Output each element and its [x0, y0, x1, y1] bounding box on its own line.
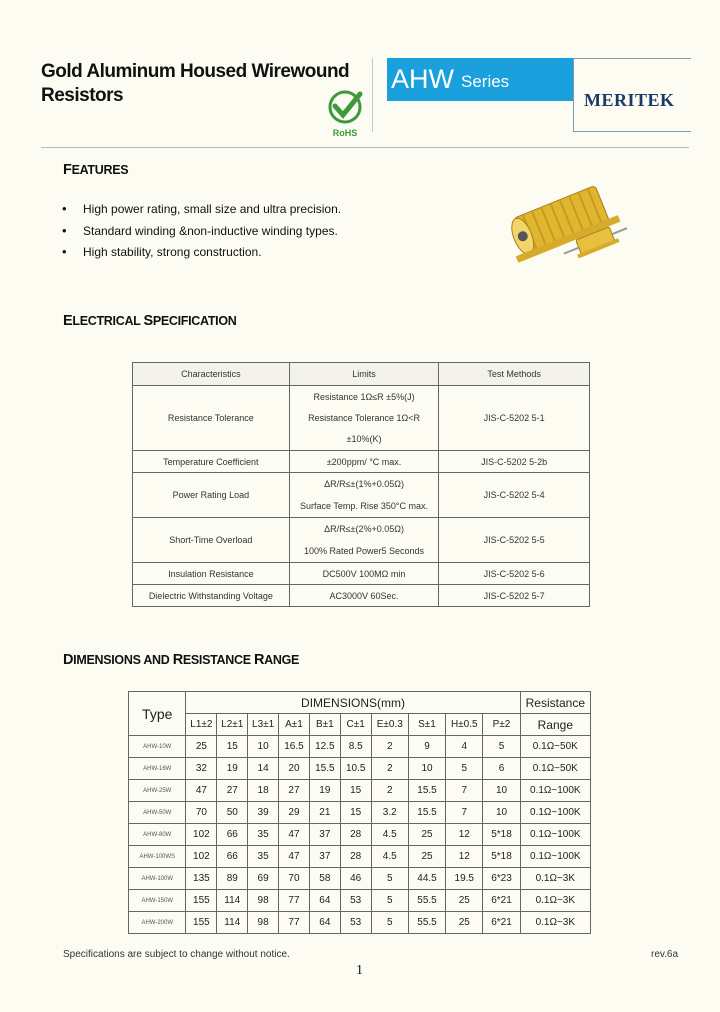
dimension-cell: 64	[309, 912, 340, 934]
dimension-cell: 35	[248, 846, 279, 868]
dimension-cell: 15	[340, 802, 371, 824]
series-word: Series	[461, 72, 510, 91]
table-row	[129, 802, 591, 824]
column-header: B±1	[309, 714, 340, 736]
dimension-cell: 53	[340, 890, 371, 912]
dimension-cell: 5*18	[483, 824, 520, 846]
dimension-cell: 64	[309, 890, 340, 912]
dimension-cell: 10	[408, 758, 445, 780]
column-header: E±0.3	[371, 714, 408, 736]
dimension-cell: 3.2	[371, 802, 408, 824]
type-cell: AHW-100W	[129, 868, 186, 890]
dimension-cell: 28	[340, 846, 371, 868]
dimension-cell: 19	[217, 758, 248, 780]
dimension-cell: 6*23	[483, 868, 520, 890]
divider	[573, 58, 574, 132]
dimension-cell: 5	[483, 736, 520, 758]
table-row	[129, 736, 591, 758]
column-header: L1±2	[186, 714, 217, 736]
range-cell: 0.1Ω~50K	[520, 736, 590, 758]
dimension-cell: 155	[186, 912, 217, 934]
dimension-cell: 37	[309, 824, 340, 846]
dimension-cell: 66	[217, 824, 248, 846]
resistance-header: Resistance	[520, 692, 590, 714]
dimension-cell: 15.5	[408, 802, 445, 824]
dimension-cell: 70	[186, 802, 217, 824]
dimension-cell: 10.5	[340, 758, 371, 780]
divider	[573, 131, 691, 132]
type-cell: AHW-16W	[129, 758, 186, 780]
range-cell: 0.1Ω~100K	[520, 846, 590, 868]
list-item: • High power rating, small size and ultra precision.	[62, 202, 341, 224]
dimension-cell: 35	[248, 824, 279, 846]
dimension-cell: 19	[309, 780, 340, 802]
dimension-cell: 5	[371, 912, 408, 934]
rohs-label: RoHS	[332, 128, 358, 138]
brand-logo: MERITEK	[584, 90, 675, 110]
electrical-spec-table	[132, 362, 590, 607]
title-line-1: Gold Aluminum Housed Wirewound	[41, 61, 350, 82]
dimension-cell: 25	[408, 824, 445, 846]
table-row	[129, 846, 591, 868]
divider	[573, 58, 691, 59]
footer-note: Specifications are subject to change without notice.	[63, 949, 290, 960]
divider	[372, 58, 373, 132]
dimension-cell: 9	[408, 736, 445, 758]
dimension-cell: 55.5	[408, 912, 445, 934]
list-item: • Standard winding &non-inductive winding types.	[62, 224, 341, 246]
dimension-cell: 5	[371, 890, 408, 912]
dimension-cell: 25	[446, 890, 483, 912]
table-row	[129, 824, 591, 846]
resistor-product-image	[498, 162, 630, 274]
dimension-cell: 6	[483, 758, 520, 780]
dimension-cell: 69	[248, 868, 279, 890]
dimension-cell: 12	[446, 824, 483, 846]
list-item: • High stability, strong construction.	[62, 245, 341, 267]
dimension-cell: 4.5	[371, 824, 408, 846]
dimension-cell: 12.5	[309, 736, 340, 758]
revision: rev.6a	[651, 949, 679, 960]
dimension-cell: 27	[279, 780, 310, 802]
type-cell: AHW-25W	[129, 780, 186, 802]
dimension-cell: 14	[248, 758, 279, 780]
dimension-cell: 6*21	[483, 890, 520, 912]
range-cell: 0.1Ω~3K	[520, 912, 590, 934]
column-header: A±1	[279, 714, 310, 736]
range-cell: 0.1Ω~3K	[520, 868, 590, 890]
dimension-cell: 7	[446, 780, 483, 802]
table-row: Temperature Coefficient ±200ppm/ °C max. JIS-C-5202 5-2b	[133, 451, 590, 473]
range-cell: 0.1Ω~100K	[520, 824, 590, 846]
type-header: Type	[129, 692, 186, 736]
table-row	[129, 758, 591, 780]
dimension-cell: 53	[340, 912, 371, 934]
dimension-cell: 29	[279, 802, 310, 824]
table-row	[129, 868, 591, 890]
column-header: P±2	[483, 714, 520, 736]
table-row: Power Rating Load ΔR/R≤±(1%+0.05Ω) Surface Temp. Rise 350°C max. JIS-C-5202 5-4	[133, 473, 590, 518]
dimension-cell: 114	[217, 890, 248, 912]
dimension-cell: 47	[279, 824, 310, 846]
dimension-cell: 10	[483, 802, 520, 824]
dimension-cell: 2	[371, 736, 408, 758]
range-cell: 0.1Ω~100K	[520, 780, 590, 802]
dimension-cell: 89	[217, 868, 248, 890]
dimension-cell: 5	[371, 868, 408, 890]
dimension-cell: 4.5	[371, 846, 408, 868]
table-row: Dielectric Withstanding Voltage AC3000V 60Sec. JIS-C-5202 5-7	[133, 585, 590, 607]
dimension-cell: 25	[446, 912, 483, 934]
title-line-2: Resistors	[41, 85, 124, 106]
dimension-cell: 32	[186, 758, 217, 780]
dimension-cell: 39	[248, 802, 279, 824]
dimension-cell: 15	[217, 736, 248, 758]
dimension-cell: 15.5	[309, 758, 340, 780]
dimension-cell: 15.5	[408, 780, 445, 802]
dimension-cell: 2	[371, 758, 408, 780]
dimension-cell: 18	[248, 780, 279, 802]
type-cell: AHW-80W	[129, 824, 186, 846]
dimension-cell: 21	[309, 802, 340, 824]
dimension-cell: 5*18	[483, 846, 520, 868]
dimension-cell: 15	[340, 780, 371, 802]
dimension-cell: 5	[446, 758, 483, 780]
column-header: Characteristics	[133, 363, 290, 386]
dimension-cell: 98	[248, 912, 279, 934]
dimension-cell: 10	[248, 736, 279, 758]
column-header: L2±1	[217, 714, 248, 736]
dimension-cell: 102	[186, 824, 217, 846]
type-cell: AHW-50W	[129, 802, 186, 824]
dimension-cell: 47	[186, 780, 217, 802]
dimension-cell: 6*21	[483, 912, 520, 934]
dimension-cell: 8.5	[340, 736, 371, 758]
dimension-cell: 2	[371, 780, 408, 802]
rohs-logo	[322, 88, 368, 140]
page-number: 1	[356, 963, 363, 978]
dimension-cell: 66	[217, 846, 248, 868]
column-header: L3±1	[248, 714, 279, 736]
column-header: H±0.5	[446, 714, 483, 736]
column-header: Limits	[289, 363, 439, 386]
dimension-cell: 28	[340, 824, 371, 846]
table-row: Insulation Resistance DC500V 100MΩ min JIS-C-5202 5-6	[133, 563, 590, 585]
table-header-row	[133, 363, 590, 386]
dimension-cell: 47	[279, 846, 310, 868]
dimension-cell: 77	[279, 912, 310, 934]
series-code: AHW	[391, 64, 454, 94]
features-heading: FEATURES	[63, 162, 129, 178]
dimensions-table	[128, 691, 591, 934]
table-row	[129, 780, 591, 802]
dimension-cell: 114	[217, 912, 248, 934]
dimension-cell: 27	[217, 780, 248, 802]
header-separator	[41, 147, 689, 148]
dimension-cell: 98	[248, 890, 279, 912]
range-cell: 0.1Ω~50K	[520, 758, 590, 780]
dimension-cell: 44.5	[408, 868, 445, 890]
dimension-cell: 10	[483, 780, 520, 802]
dimension-cell: 4	[446, 736, 483, 758]
dimension-cell: 37	[309, 846, 340, 868]
type-cell: AHW-150W	[129, 890, 186, 912]
dimension-cell: 70	[279, 868, 310, 890]
dimension-cell: 77	[279, 890, 310, 912]
table-row: Resistance Tolerance Resistance 1Ω≤R ±5%(J) Resistance Tolerance 1Ω<R ±10%(K) JIS-C-5202 5-1	[133, 386, 590, 451]
dimension-cell: 55.5	[408, 890, 445, 912]
electrical-heading: ELECTRICAL SPECIFICATION	[63, 313, 237, 329]
table-header-row	[129, 692, 591, 714]
range-cell: 0.1Ω~100K	[520, 802, 590, 824]
dimension-cell: 155	[186, 890, 217, 912]
series-badge	[387, 58, 573, 101]
dimension-cell: 16.5	[279, 736, 310, 758]
features-list	[62, 202, 341, 267]
resistance-header: Range	[520, 714, 590, 736]
type-cell: AHW-200W	[129, 912, 186, 934]
table-row	[129, 890, 591, 912]
table-header-row	[129, 714, 591, 736]
dimensions-heading: DIMENSIONS AND RESISTANCE RANGE	[63, 652, 300, 668]
dimension-cell: 135	[186, 868, 217, 890]
table-row: Short-Time Overload ΔR/R≤±(2%+0.05Ω) 100% Rated Power5 Seconds JIS-C-5202 5-5	[133, 518, 590, 563]
dimension-cell: 19.5	[446, 868, 483, 890]
range-cell: 0.1Ω~3K	[520, 890, 590, 912]
dimension-cell: 50	[217, 802, 248, 824]
dimensions-header: DIMENSIONS(mm)	[186, 692, 520, 714]
dimension-cell: 20	[279, 758, 310, 780]
type-cell: AHW-10W	[129, 736, 186, 758]
dimension-cell: 25	[186, 736, 217, 758]
column-header: C±1	[340, 714, 371, 736]
type-cell: AHW-100WS	[129, 846, 186, 868]
column-header: Test Methods	[439, 363, 590, 386]
dimension-cell: 7	[446, 802, 483, 824]
dimension-cell: 58	[309, 868, 340, 890]
table-row	[129, 912, 591, 934]
dimension-cell: 25	[408, 846, 445, 868]
dimension-cell: 12	[446, 846, 483, 868]
column-header: S±1	[408, 714, 445, 736]
dimension-cell: 46	[340, 868, 371, 890]
dimension-cell: 102	[186, 846, 217, 868]
